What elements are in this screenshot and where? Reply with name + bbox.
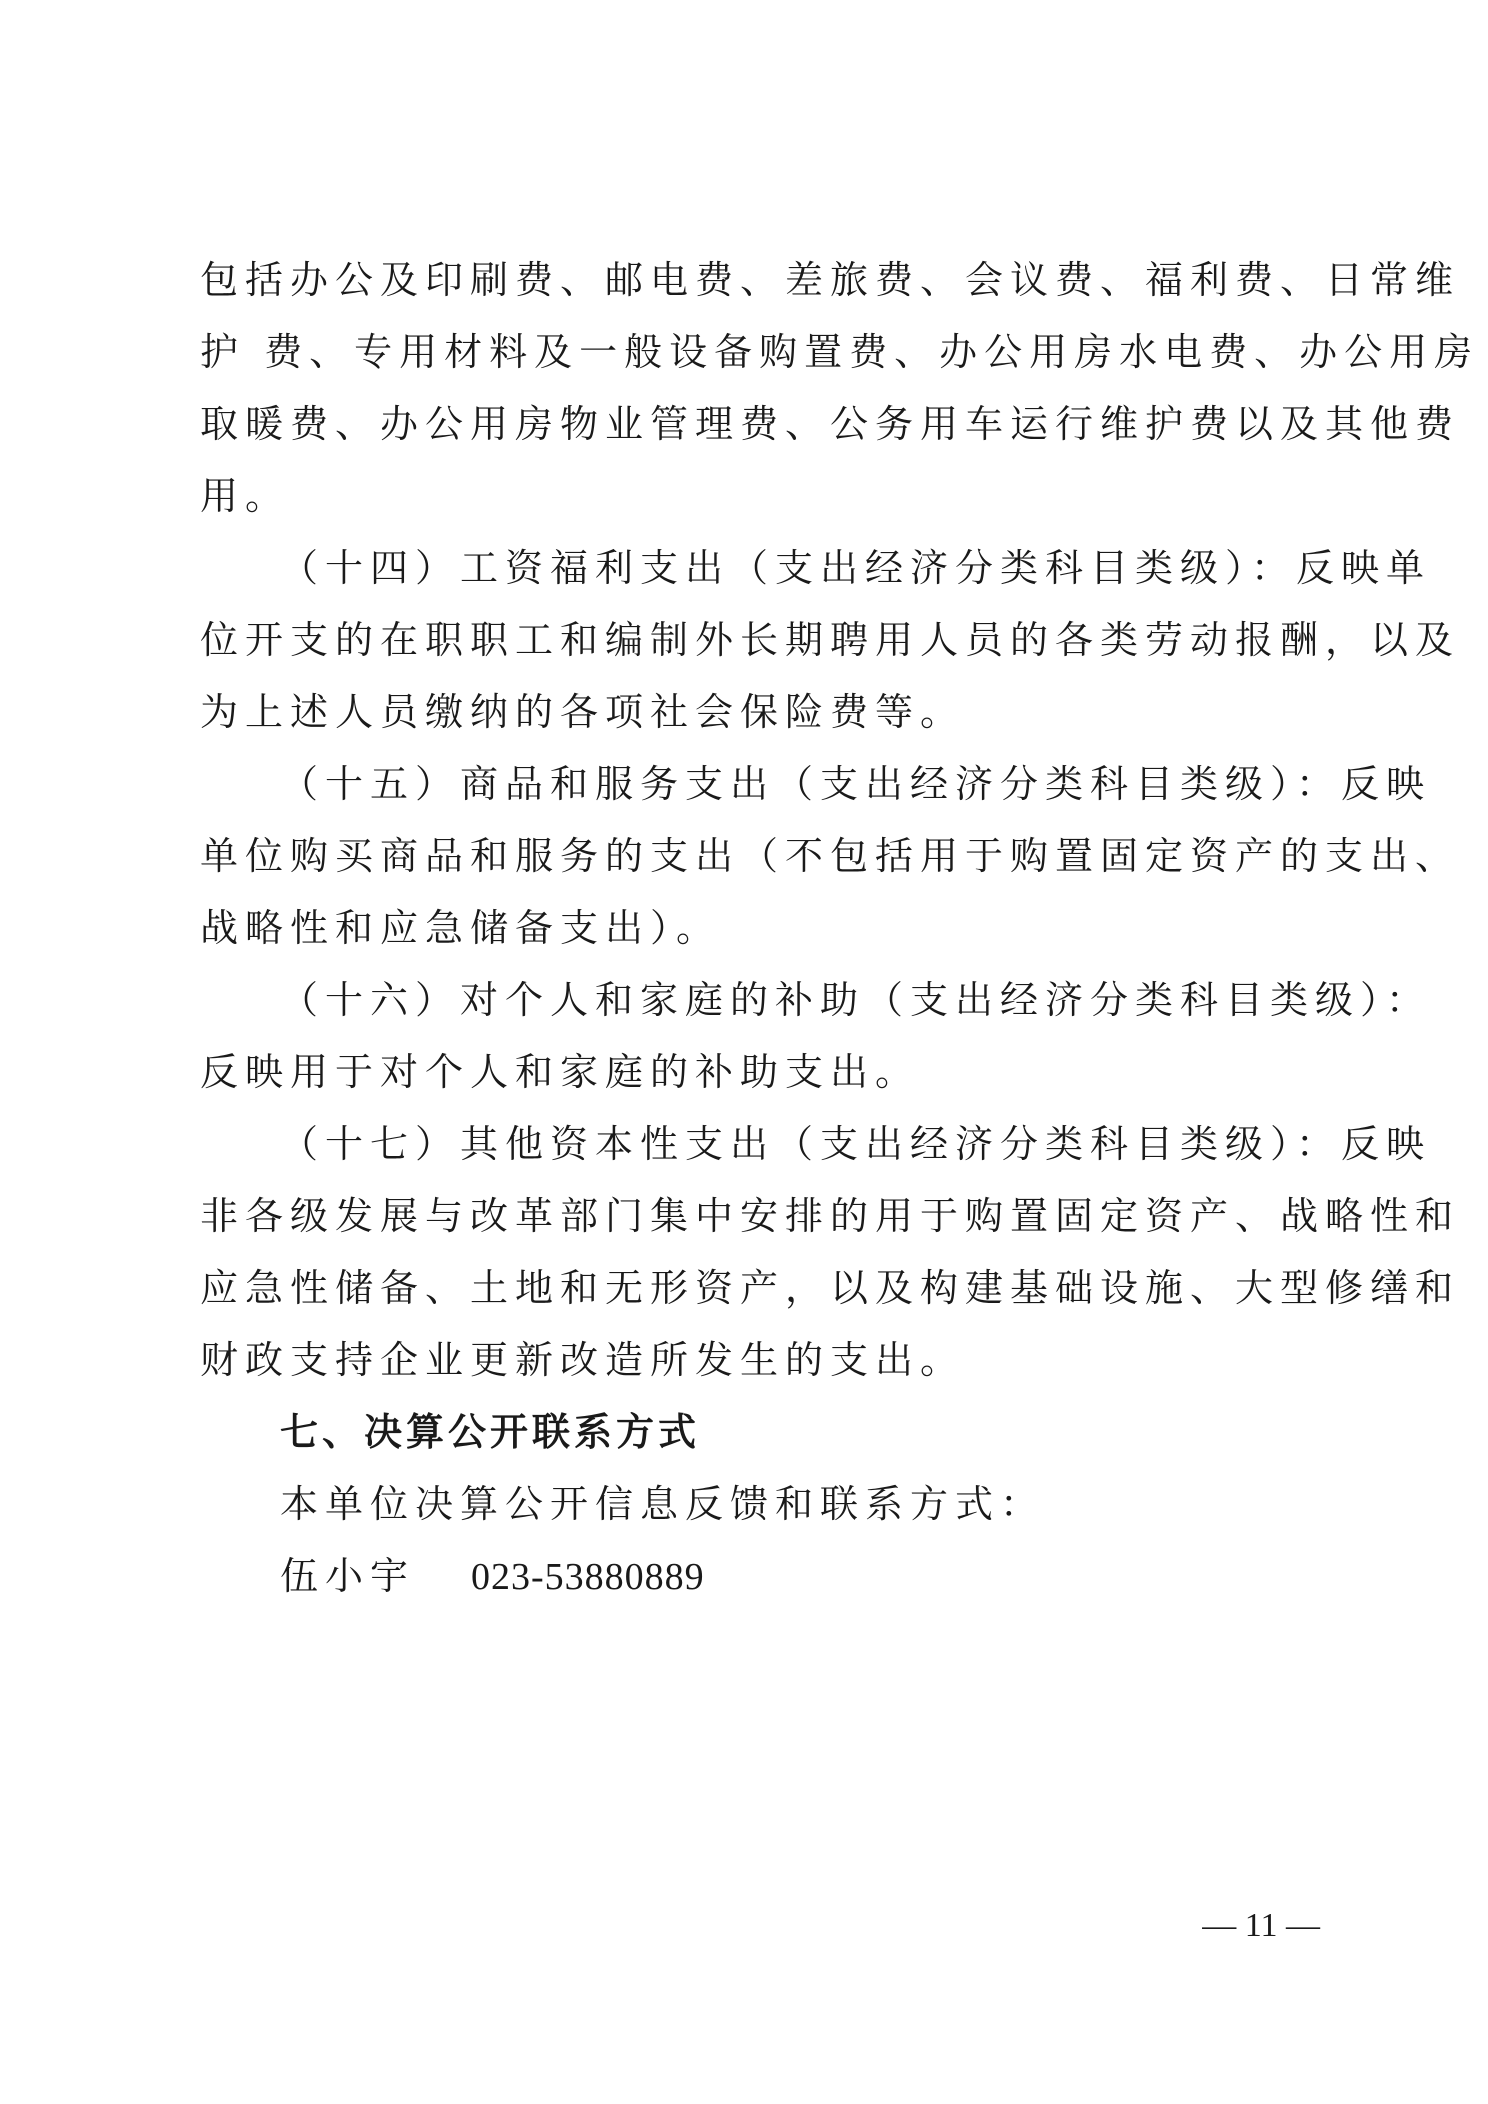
paragraph-line: （十七）其他资本性支出（支出经济分类科目类级）：反映 — [280, 1122, 1432, 1166]
paragraph-line: （十五）商品和服务支出（支出经济分类科目类级）：反映 — [280, 762, 1432, 806]
paragraph-line: （十六）对个人和家庭的补助（支出经济分类科目类级）： — [280, 978, 1432, 1022]
paragraph-line: 单位购买商品和服务的支出（不包括用于购置固定资产的支出、 — [200, 834, 1461, 878]
contact-phone: 023-53880889 — [471, 1556, 705, 1598]
paragraph-line: 为上述人员缴纳的各项社会保险费等。 — [200, 690, 966, 734]
paragraph-line: 用。 — [200, 474, 291, 518]
contact-intro: 本单位决算公开信息反馈和联系方式： — [280, 1482, 1046, 1526]
section-heading: 七、决算公开联系方式 — [280, 1410, 701, 1454]
paragraph-line: 非各级发展与改革部门集中安排的用于购置固定资产、战略性和 — [200, 1194, 1461, 1238]
paragraph-line: 战略性和应急储备支出）。 — [200, 906, 722, 950]
paragraph-line: 位开支的在职职工和编制外长期聘用人员的各类劳动报酬，以及 — [200, 618, 1461, 662]
contact-name: 伍小宇 — [280, 1554, 416, 1598]
paragraph-line: 护 费、专用材料及一般设备购置费、办公用房水电费、办公用房 — [200, 330, 1480, 374]
paragraph-line: 应急性储备、土地和无形资产，以及构建基础设施、大型修缮和 — [200, 1266, 1461, 1310]
paragraph-line: 取暖费、办公用房物业管理费、公务用车运行维护费以及其他费 — [200, 402, 1461, 446]
contact-line — [280, 1540, 1320, 1612]
paragraph-line: （十四）工资福利支出（支出经济分类科目类级）：反映单 — [280, 546, 1432, 590]
paragraph-line: 包括办公及印刷费、邮电费、差旅费、会议费、福利费、日常维 — [200, 258, 1461, 302]
paragraph-line: 反映用于对个人和家庭的补助支出。 — [200, 1050, 921, 1094]
page-number: — 11 — — [1202, 1907, 1320, 1944]
paragraph-line: 财政支持企业更新改造所发生的支出。 — [200, 1338, 966, 1382]
